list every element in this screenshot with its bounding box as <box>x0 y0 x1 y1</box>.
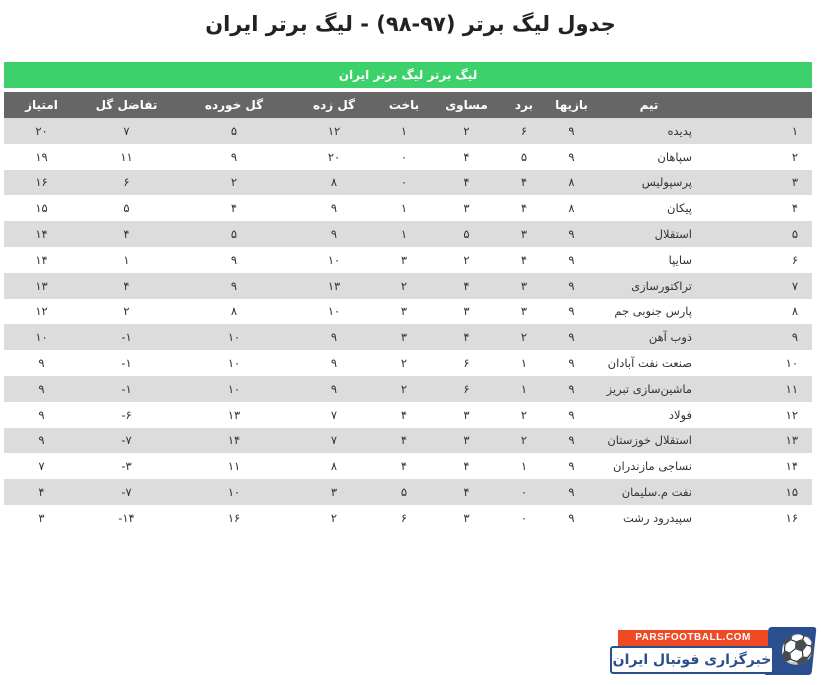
cell-won: ۱ <box>520 459 528 474</box>
cell-drawn: ۴ <box>434 170 499 196</box>
cell-lost: ۶ <box>400 510 408 525</box>
cell-goals-for: ۱۳ <box>294 273 374 299</box>
cell-points: ۴ <box>4 479 79 505</box>
cell-rank: ۱۱ <box>704 376 812 402</box>
cell-points: ۹ <box>38 407 45 422</box>
cell-goal-diff: ۱۱ <box>120 149 133 164</box>
cell-played: ۹ <box>568 304 575 319</box>
cell-team: ذوب آهن <box>594 324 704 350</box>
cell-lost: ۳ <box>374 324 434 350</box>
cell-goal-diff: ۵ <box>123 201 130 216</box>
cell-goals-against: ۱۰ <box>174 479 294 505</box>
cell-won: ۵ <box>520 149 528 164</box>
cell-rank: ۹ <box>704 324 812 350</box>
cell-team: سایپا <box>668 252 692 267</box>
table-row <box>4 170 812 196</box>
cell-played: ۹ <box>549 118 594 144</box>
logo-tagline: خبرگزاری فوتبال ایران <box>610 646 774 674</box>
cell-team: صنعت نفت آبادان <box>607 356 692 371</box>
cell-played: ۸ <box>549 170 594 196</box>
cell-won: ۲ <box>499 428 549 454</box>
cell-goals-for: ۷ <box>330 407 338 422</box>
cell-played: ۸ <box>568 201 575 216</box>
page-title: جدول لیگ برتر (۹۷-۹۸) - لیگ برتر ایران <box>205 12 616 36</box>
parsfootball-logo <box>608 627 816 677</box>
cell-won: ۴ <box>520 252 528 267</box>
cell-goals-for: ۲ <box>330 510 338 525</box>
cell-won: ۱ <box>499 376 549 402</box>
cell-won: ۳ <box>520 304 528 319</box>
cell-rank: ۷ <box>704 273 812 299</box>
cell-goal-diff: -۷ <box>79 479 174 505</box>
cell-goals-for: ۲۰ <box>327 149 341 164</box>
cell-rank: ۵ <box>704 221 812 247</box>
cell-rank: ۴ <box>791 201 798 216</box>
table-row <box>4 453 812 479</box>
cell-played: ۹ <box>568 459 575 474</box>
cell-drawn: ۵ <box>434 221 499 247</box>
cell-goal-diff: ۴ <box>79 273 174 299</box>
cell-won: ۲ <box>499 324 549 350</box>
cell-lost: ۱ <box>400 201 408 216</box>
cell-played: ۹ <box>568 356 575 371</box>
cell-points: ۹ <box>4 376 79 402</box>
cell-drawn: ۴ <box>434 479 499 505</box>
cell-goals-for: ۱۲ <box>294 118 374 144</box>
cell-rank: ۱۲ <box>785 407 798 422</box>
cell-goals-against: ۱۴ <box>174 428 294 454</box>
header-goals-against: گل خورده <box>174 92 294 118</box>
cell-points: ۷ <box>38 459 45 474</box>
cell-won: ۴ <box>499 170 549 196</box>
cell-drawn: ۲ <box>463 252 470 267</box>
cell-lost: ۴ <box>400 459 408 474</box>
table-row <box>4 402 812 428</box>
cell-won: ۲ <box>520 407 528 422</box>
player-icon: ⚽ <box>763 627 816 675</box>
cell-goals-against: ۴ <box>230 201 238 216</box>
cell-points: ۳ <box>38 510 45 525</box>
cell-played: ۹ <box>549 428 594 454</box>
cell-goal-diff: -۶ <box>121 407 132 422</box>
cell-goals-for: ۹ <box>330 201 338 216</box>
cell-goal-diff: -۳ <box>121 459 132 474</box>
standings-table <box>4 92 812 531</box>
cell-rank: ۳ <box>704 170 812 196</box>
cell-team: نفت م.سلیمان <box>594 479 704 505</box>
cell-team: استقلال <box>594 221 704 247</box>
table-row <box>4 273 812 299</box>
cell-goals-against: ۹ <box>230 149 238 164</box>
cell-rank: ۲ <box>791 149 798 164</box>
cell-points: ۱۹ <box>35 149 48 164</box>
cell-goals-for: ۹ <box>330 356 338 371</box>
cell-lost: ۵ <box>374 479 434 505</box>
header-goal-diff: تفاضل گل <box>79 92 174 118</box>
cell-lost: ۰ <box>400 149 408 164</box>
cell-rank: ۱۵ <box>704 479 812 505</box>
cell-won: ۱ <box>520 356 528 371</box>
cell-played: ۹ <box>549 221 594 247</box>
cell-lost: ۴ <box>374 428 434 454</box>
table-row <box>4 144 812 170</box>
table-header-row <box>4 92 812 118</box>
cell-lost: ۲ <box>400 356 408 371</box>
table-row <box>4 195 812 221</box>
cell-won: ۳ <box>499 273 549 299</box>
cell-goals-against: ۵ <box>174 221 294 247</box>
cell-played: ۹ <box>568 510 575 525</box>
cell-points: ۱۴ <box>4 221 79 247</box>
cell-drawn: ۳ <box>463 510 470 525</box>
cell-goals-against: ۲ <box>174 170 294 196</box>
cell-goals-for: ۹ <box>294 221 374 247</box>
cell-played: ۹ <box>549 273 594 299</box>
cell-points: ۱۲ <box>35 304 48 319</box>
cell-goals-against: ۱۰ <box>227 356 241 371</box>
cell-goals-against: ۱۳ <box>227 407 241 422</box>
cell-drawn: ۳ <box>463 407 470 422</box>
cell-drawn: ۳ <box>463 201 470 216</box>
cell-goals-against: ۸ <box>230 304 238 319</box>
header-team: تیم <box>594 92 704 118</box>
cell-goal-diff: -۱ <box>121 356 132 371</box>
table-row <box>4 118 812 144</box>
table-row <box>4 247 812 273</box>
cell-goals-for: ۹ <box>294 376 374 402</box>
cell-played: ۹ <box>568 252 575 267</box>
table-row <box>4 428 812 454</box>
header-rank <box>704 92 812 118</box>
cell-rank: ۱ <box>704 118 812 144</box>
cell-goal-diff: ۱ <box>123 252 130 267</box>
cell-won: ۴ <box>520 201 528 216</box>
table-row <box>4 479 812 505</box>
cell-team: سپاهان <box>657 149 692 164</box>
cell-lost: ۴ <box>400 407 408 422</box>
header-goals-for: گل زده <box>294 92 374 118</box>
cell-team: استقلال خوزستان <box>594 428 704 454</box>
cell-points: ۹ <box>4 428 79 454</box>
cell-points: ۱۴ <box>35 252 48 267</box>
cell-points: ۱۶ <box>4 170 79 196</box>
cell-points: ۱۳ <box>4 273 79 299</box>
cell-team: تراکتورسازی <box>594 273 704 299</box>
table-row <box>4 221 812 247</box>
cell-drawn: ۳ <box>463 304 470 319</box>
cell-goal-diff: -۱ <box>79 324 174 350</box>
cell-drawn: ۶ <box>463 356 470 371</box>
cell-played: ۹ <box>549 376 594 402</box>
cell-goals-for: ۷ <box>294 428 374 454</box>
cell-goals-against: ۱۰ <box>174 376 294 402</box>
cell-team: پدیده <box>594 118 704 144</box>
table-row <box>4 376 812 402</box>
cell-played: ۹ <box>568 407 575 422</box>
cell-rank: ۸ <box>791 304 798 319</box>
cell-goals-against: ۱۶ <box>227 510 241 525</box>
cell-lost: ۳ <box>400 252 408 267</box>
table-row <box>4 299 812 325</box>
cell-played: ۹ <box>549 479 594 505</box>
cell-team: ماشین‌سازی تبریز <box>594 376 704 402</box>
cell-team: سپیدرود رشت <box>623 510 692 525</box>
cell-goals-for: ۱۰ <box>327 252 341 267</box>
cell-goals-for: ۸ <box>294 170 374 196</box>
cell-goal-diff: ۲ <box>123 304 130 319</box>
cell-lost: ۲ <box>374 376 434 402</box>
cell-lost: ۲ <box>374 273 434 299</box>
cell-drawn: ۴ <box>463 149 470 164</box>
cell-lost: ۱ <box>374 118 434 144</box>
cell-goals-for: ۸ <box>330 459 338 474</box>
cell-drawn: ۴ <box>434 273 499 299</box>
cell-drawn: ۴ <box>463 459 470 474</box>
cell-goals-against: ۱۰ <box>174 324 294 350</box>
cell-drawn: ۲ <box>434 118 499 144</box>
logo-url-text: PARSFOOTBALL.COM <box>618 630 768 646</box>
cell-points: ۹ <box>38 356 45 371</box>
cell-goal-diff: -۱ <box>79 376 174 402</box>
header-points: امتیاز <box>4 92 79 118</box>
cell-team: فولاد <box>668 407 692 422</box>
cell-drawn: ۴ <box>434 324 499 350</box>
table-row <box>4 350 812 376</box>
header-drawn: مساوی <box>434 92 499 118</box>
cell-lost: ۰ <box>374 170 434 196</box>
cell-goals-for: ۳ <box>294 479 374 505</box>
header-played: بازیها <box>549 92 594 118</box>
cell-won: ۳ <box>499 221 549 247</box>
cell-points: ۲۰ <box>4 118 79 144</box>
cell-lost: ۱ <box>374 221 434 247</box>
cell-goals-for: ۱۰ <box>327 304 341 319</box>
league-table-container <box>4 62 812 531</box>
cell-points: ۱۵ <box>35 201 48 216</box>
table-row <box>4 324 812 350</box>
cell-team: پیکان <box>667 201 692 216</box>
cell-won: ۰ <box>520 510 528 525</box>
cell-goals-against: ۱۱ <box>227 459 241 474</box>
cell-team: نساجی مازندران <box>613 459 692 474</box>
cell-goal-diff: ۴ <box>79 221 174 247</box>
cell-goal-diff: -۷ <box>79 428 174 454</box>
cell-goals-against: ۹ <box>174 273 294 299</box>
cell-rank: ۶ <box>791 252 798 267</box>
cell-won: ۰ <box>499 479 549 505</box>
cell-drawn: ۶ <box>434 376 499 402</box>
cell-played: ۹ <box>568 149 575 164</box>
table-row <box>4 505 812 531</box>
cell-goal-diff: ۷ <box>79 118 174 144</box>
cell-goal-diff: ۶ <box>79 170 174 196</box>
cell-lost: ۳ <box>400 304 408 319</box>
cell-team: پارس جنوبی جم <box>614 304 692 319</box>
header-won: برد <box>499 92 549 118</box>
cell-rank: ۱۶ <box>785 510 798 525</box>
header-lost: باخت <box>374 92 434 118</box>
cell-rank: ۱۳ <box>704 428 812 454</box>
cell-points: ۱۰ <box>4 324 79 350</box>
cell-team: پرسپولیس <box>594 170 704 196</box>
cell-rank: ۱۰ <box>785 356 798 371</box>
cell-won: ۶ <box>499 118 549 144</box>
cell-rank: ۱۴ <box>785 459 798 474</box>
cell-goals-for: ۹ <box>294 324 374 350</box>
table-banner: لیگ برتر لیگ برتر ایران <box>4 62 812 88</box>
cell-goals-against: ۵ <box>174 118 294 144</box>
cell-goal-diff: -۱۴ <box>118 510 135 525</box>
cell-drawn: ۳ <box>434 428 499 454</box>
cell-goals-against: ۹ <box>230 252 238 267</box>
cell-played: ۹ <box>549 324 594 350</box>
